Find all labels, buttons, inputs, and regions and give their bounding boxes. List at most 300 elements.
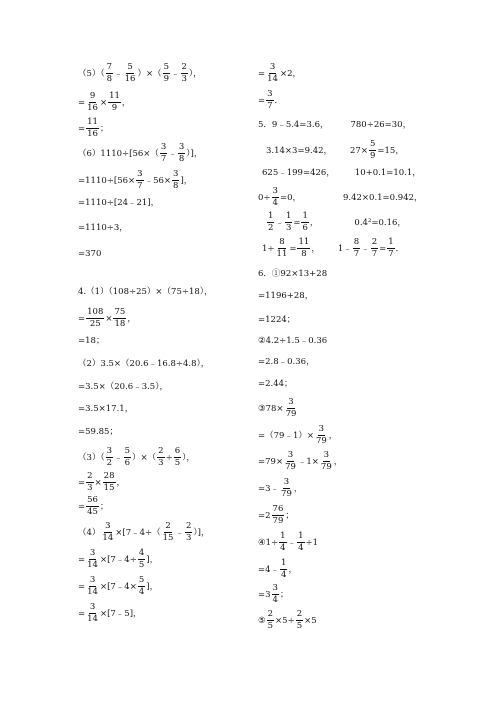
text-segment: ]， [146, 581, 159, 592]
fraction [320, 451, 333, 472]
numerator: 1 [298, 531, 304, 541]
q5-line-3 [262, 169, 421, 178]
text-segment: （2）3.5×（20.6﹣16.8÷4.8）， [78, 359, 210, 369]
text-segment: ， [311, 243, 320, 254]
text-segment: （4） [78, 527, 101, 538]
denominator: 79 [320, 461, 332, 472]
fraction [172, 170, 179, 191]
fraction [124, 447, 131, 468]
denominator: 8 [178, 153, 185, 164]
text-segment: ， [116, 477, 126, 488]
numerator: 2 [181, 62, 187, 72]
text-segment: ÷1 [305, 537, 319, 548]
denominator: 79 [315, 435, 327, 446]
numerator: 5 [138, 575, 145, 585]
line-6-step3 [78, 224, 128, 233]
text-segment: 1﹣ [337, 243, 352, 254]
numerator: 3 [272, 186, 278, 196]
fraction [267, 610, 274, 631]
fraction [157, 447, 164, 468]
denominator: 5 [267, 620, 274, 631]
numerator: 11 [109, 91, 120, 101]
denominator: 2 [268, 222, 274, 233]
text-segment: =1110÷[56× [78, 175, 136, 186]
numerator: 2 [185, 521, 192, 531]
denominator: 45 [87, 506, 98, 517]
line-6-step2 [78, 199, 159, 208]
text-segment: ﹣ [168, 148, 177, 159]
text-segment: 6．①92×13+28 [258, 269, 328, 279]
text-segment: ． [395, 243, 405, 254]
line-4-3-result [78, 496, 108, 517]
text-segment: ×5÷ [275, 615, 295, 626]
text-segment: =59.85； [78, 427, 118, 437]
denominator: 3 [185, 532, 192, 543]
denominator: 25 [89, 318, 101, 329]
text-segment: = [78, 97, 86, 108]
numerator: 8 [279, 237, 285, 247]
fraction [106, 447, 113, 468]
denominator: 6 [302, 222, 308, 233]
fraction [113, 308, 126, 329]
fraction [315, 425, 328, 446]
fraction [86, 92, 99, 113]
text-segment: ﹣56× [144, 175, 172, 186]
text-segment: ×2， [279, 68, 301, 79]
denominator: 15 [103, 482, 115, 493]
fraction [285, 398, 298, 419]
text-segment: ）]， [186, 148, 203, 159]
fraction [108, 92, 121, 113]
numerator: 11 [87, 117, 98, 127]
text-segment: ﹣1× [297, 456, 319, 467]
numerator: 5 [163, 62, 169, 72]
numerator: 3 [173, 169, 179, 179]
numerator: 3 [288, 397, 294, 407]
fraction [185, 522, 192, 543]
line-4-3-step1 [78, 472, 125, 493]
line-4-4-step2 [78, 576, 158, 597]
q5-line-4 [258, 187, 423, 208]
denominator: 5 [138, 559, 145, 570]
denominator: 3 [285, 222, 292, 233]
line-4-4-step1 [78, 549, 158, 570]
q6-4-result [258, 584, 288, 605]
denominator: 7 [388, 248, 394, 259]
text-segment: = [78, 608, 86, 619]
text-segment: ， [288, 564, 297, 575]
fraction [178, 143, 185, 164]
text-segment: =3.5×17.1， [78, 404, 134, 414]
fraction [276, 238, 289, 259]
fraction [136, 170, 143, 191]
numerator: 3 [318, 424, 325, 434]
text-segment: =3 [258, 589, 271, 600]
text-segment: ]， [180, 175, 193, 186]
denominator: 16 [124, 73, 136, 84]
text-segment: =370 [78, 249, 102, 259]
text-segment: 0÷ [258, 192, 271, 203]
fraction [138, 549, 145, 570]
fraction [267, 212, 274, 233]
numerator: 3 [269, 62, 276, 72]
line-5-expression [78, 63, 202, 84]
numerator: 5 [127, 62, 133, 72]
fraction [285, 212, 292, 233]
fraction [279, 532, 286, 553]
text-segment: （6）1110÷[56×（ [78, 148, 159, 159]
fraction [266, 90, 273, 111]
text-segment: ﹣ [287, 537, 297, 548]
denominator: 7 [371, 248, 378, 259]
denominator: 4 [272, 594, 278, 605]
q6-5-expression [258, 610, 317, 631]
denominator: 9 [111, 102, 118, 113]
line-4-3-expression [78, 447, 195, 468]
numerator: 56 [87, 495, 98, 505]
text-segment: ﹣ [170, 68, 180, 79]
q5-line-1 [258, 121, 411, 130]
numerator: 2 [371, 237, 378, 247]
numerator: 3 [287, 450, 294, 460]
text-segment: ）， [182, 452, 195, 463]
denominator: 3 [158, 457, 164, 468]
numerator: 1 [302, 211, 308, 221]
numerator: 3 [272, 583, 278, 593]
fraction [86, 118, 99, 139]
text-segment: = [78, 477, 86, 488]
denominator: 8 [173, 180, 179, 191]
numerator: 3 [89, 575, 96, 585]
numerator: 1 [388, 237, 394, 247]
line-6-step1 [78, 170, 192, 191]
text-segment: × [105, 313, 113, 324]
numerator: 108 [87, 307, 104, 317]
denominator: 3 [181, 73, 187, 84]
q6-4-step1 [258, 559, 297, 580]
denominator: 4 [298, 542, 304, 553]
denominator: 2 [106, 457, 113, 468]
text-segment: ﹣ [114, 68, 123, 79]
text-segment: =（79﹣1）× [258, 430, 314, 441]
fraction [272, 505, 285, 526]
denominator: 4 [138, 586, 145, 597]
text-segment: 27× [350, 145, 368, 156]
text-segment: = [78, 501, 86, 512]
q6-1-result [258, 316, 295, 325]
q5-line-6 [262, 238, 404, 259]
q6-3-expression [258, 398, 298, 419]
text-segment: =1224； [258, 315, 296, 325]
numerator: 5 [124, 446, 131, 456]
fraction [103, 472, 116, 493]
denominator: 16 [87, 128, 98, 139]
numerator: 2 [158, 446, 164, 456]
text-segment: = [258, 95, 266, 106]
numerator: 1 [285, 211, 292, 221]
text-segment: ， [333, 456, 343, 467]
fraction [181, 63, 188, 84]
text-segment: ×[7﹣4÷ [99, 554, 137, 565]
denominator: 79 [285, 408, 297, 419]
text-segment: ﹣ [175, 527, 184, 538]
numerator: 7 [106, 62, 113, 72]
denominator: 14 [87, 613, 98, 624]
fraction [353, 238, 360, 259]
text-segment: 780÷26=30， [350, 120, 412, 130]
text-segment: × [99, 97, 108, 108]
fraction [371, 238, 378, 259]
numerator: 1 [268, 211, 274, 221]
numerator: 4 [138, 548, 145, 558]
text-segment: ， [121, 97, 131, 108]
text-segment: = [78, 123, 86, 134]
text-segment: ×[7﹣4÷（ [115, 527, 161, 538]
denominator: 9 [163, 73, 169, 84]
line-4-1-step1 [78, 308, 136, 329]
line-4-2-result [78, 428, 118, 437]
text-segment: = [293, 217, 301, 228]
line-4-1-expression [78, 288, 213, 297]
text-segment: ； [99, 501, 109, 512]
q6-2-step1 [258, 358, 315, 367]
numerator: 2 [296, 609, 303, 619]
text-segment: ）， [188, 68, 202, 79]
numerator: 3 [323, 450, 330, 460]
fraction [297, 532, 304, 553]
q6-1-expression [258, 270, 327, 279]
text-segment: =1110÷3， [78, 223, 128, 233]
text-segment: ； [99, 123, 109, 134]
text-segment: =1196+28， [258, 291, 314, 301]
numerator: 5 [369, 139, 376, 149]
text-segment: =3.5×（20.6﹣3.5）， [78, 382, 168, 392]
text-segment: 4.（1）（108÷25）×（75÷18）， [78, 287, 213, 297]
numerator: 1 [281, 558, 287, 568]
numerator: 8 [353, 237, 360, 247]
q6-3-step3 [258, 478, 302, 499]
text-segment: （3）（ [78, 452, 105, 463]
fraction [160, 143, 167, 164]
text-segment: =79× [258, 456, 284, 467]
q6-2-expression [258, 337, 327, 346]
line-4-2-step2 [78, 405, 133, 414]
numerator: 1 [280, 531, 286, 541]
text-segment: ﹣ [275, 217, 284, 228]
text-segment: ×[7﹣5]， [99, 608, 142, 619]
q5-line-2 [266, 140, 404, 161]
line-4-2-expression [78, 360, 209, 369]
text-segment: 5．9﹣5.4=3.6， [258, 120, 329, 130]
text-segment: ； [279, 589, 289, 600]
text: （5）（ [78, 68, 105, 79]
denominator: 6 [124, 457, 131, 468]
fraction [296, 610, 303, 631]
numerator: 75 [114, 307, 126, 317]
q6-4-expression [258, 532, 318, 553]
denominator: 4 [280, 542, 286, 553]
denominator: 4 [272, 197, 278, 208]
q6-3-result [258, 505, 294, 526]
text-segment: 1÷ [262, 243, 275, 254]
text-segment: ）]， [193, 527, 210, 538]
numerator: 2 [267, 609, 274, 619]
denominator: 7 [160, 153, 167, 164]
text-segment: ×[7﹣4× [99, 581, 137, 592]
denominator: 14 [267, 73, 278, 84]
numerator: 3 [89, 548, 96, 558]
denominator: 3 [87, 482, 93, 493]
text-segment: = [258, 68, 266, 79]
text-segment: =4﹣ [258, 564, 280, 575]
text-segment: × [94, 477, 102, 488]
numerator: 2 [87, 471, 93, 481]
denominator: 16 [87, 102, 98, 113]
numerator: 3 [137, 169, 143, 179]
denominator: 9 [369, 150, 376, 161]
fraction [174, 447, 181, 468]
text-segment: ②4.2÷1.5﹣0.36 [258, 336, 328, 346]
text-segment: 10+0.1=10.1， [354, 168, 421, 178]
denominator: 79 [272, 515, 284, 526]
text-segment: = [78, 313, 86, 324]
denominator: 5 [174, 457, 181, 468]
text-segment: 9.42×0.1=0.942， [342, 192, 423, 203]
denominator: 7 [353, 248, 360, 259]
fraction [272, 584, 279, 605]
numerator: 3 [89, 602, 96, 612]
text-segment: ]， [146, 554, 159, 565]
fraction [280, 559, 287, 580]
numerator: 3 [160, 142, 167, 152]
denominator: 8 [301, 248, 307, 259]
denominator: 15 [162, 532, 174, 543]
numerator: 3 [105, 521, 111, 531]
text-segment: ⑤ [258, 615, 266, 626]
numerator: 11 [298, 237, 310, 247]
text-segment: = [78, 581, 86, 592]
line-4-4-expression [78, 522, 209, 543]
denominator: 11 [276, 248, 288, 259]
fraction [301, 212, 308, 233]
text-segment: ； [285, 510, 294, 521]
text-segment: = [379, 243, 387, 254]
text-segment: 625﹣199=426， [262, 168, 335, 178]
denominator: 14 [102, 532, 114, 543]
line-6-expression [78, 143, 202, 164]
line-5-result [78, 118, 108, 139]
fraction [297, 238, 310, 259]
fraction [387, 238, 394, 259]
denominator: 4 [281, 569, 287, 580]
numerator: 3 [283, 477, 290, 487]
numerator: 28 [103, 471, 115, 481]
denominator: 7 [267, 100, 273, 111]
right-line-1 [258, 63, 301, 84]
fraction [138, 576, 145, 597]
fraction [101, 522, 114, 543]
text-segment: ×5 [304, 615, 317, 626]
denominator: 79 [281, 488, 292, 499]
denominator: 79 [285, 461, 296, 472]
text-segment: ③78× [258, 403, 284, 414]
line-4-1-result [78, 337, 104, 346]
numerator: 76 [272, 504, 284, 514]
fraction [106, 63, 113, 84]
denominator: 14 [87, 586, 98, 597]
denominator: 18 [114, 318, 126, 329]
text-segment: ， [309, 217, 319, 228]
text-segment: 0.4²=0.16， [354, 217, 406, 228]
text-segment: = [78, 554, 86, 565]
denominator: 5 [296, 620, 303, 631]
numerator: 2 [165, 521, 171, 531]
fraction [86, 472, 93, 493]
fraction [86, 496, 99, 517]
line-4-2-step1 [78, 383, 168, 392]
denominator: 7 [137, 180, 143, 191]
text-segment: ． [274, 95, 284, 106]
fraction [280, 478, 293, 499]
text-segment: =0， [279, 192, 301, 203]
text-segment: ÷ [165, 452, 173, 463]
text-segment: =3﹣ [258, 483, 280, 494]
fraction [86, 576, 99, 597]
text-segment: =2.8﹣0.36， [258, 357, 315, 367]
fraction [86, 308, 104, 329]
fraction [86, 549, 99, 570]
q6-2-result [258, 380, 293, 389]
text-segment: ④1÷ [258, 537, 279, 548]
text-segment: ）×（ [137, 68, 162, 79]
line-4-4-step3 [78, 603, 142, 624]
fraction [272, 187, 279, 208]
fraction [163, 63, 170, 84]
numerator: 3 [178, 142, 185, 152]
fraction [266, 63, 279, 84]
denominator: 8 [106, 73, 113, 84]
text-segment: ）×（ [132, 452, 157, 463]
text-segment: =15， [377, 145, 404, 156]
fraction [369, 140, 376, 161]
text-segment: =1110÷[24﹣21]， [78, 198, 160, 208]
text-segment: = [289, 243, 297, 254]
numerator: 6 [174, 446, 181, 456]
q5-line-5 [266, 212, 406, 233]
line-6-result [78, 250, 101, 259]
text-segment: 3.14×3=9.42， [266, 145, 333, 156]
q6-3-step2 [258, 451, 342, 472]
fraction [124, 63, 137, 84]
right-line-2 [258, 90, 283, 111]
text-segment: ， [328, 430, 338, 441]
text-segment: =2.44； [258, 379, 293, 389]
line-5-step1 [78, 92, 130, 113]
denominator: 14 [87, 559, 98, 570]
text-segment: ﹣ [361, 243, 370, 254]
text-segment: =2 [258, 510, 271, 521]
text-segment: ﹣ [114, 452, 123, 463]
fraction [162, 522, 175, 543]
fraction [284, 451, 297, 472]
q6-3-step1 [258, 425, 337, 446]
q6-1-step1 [258, 292, 313, 301]
fraction [86, 603, 99, 624]
text-segment: ， [293, 483, 303, 494]
numerator: 3 [267, 89, 273, 99]
numerator: 9 [89, 91, 96, 101]
text-segment: =18； [78, 336, 105, 346]
